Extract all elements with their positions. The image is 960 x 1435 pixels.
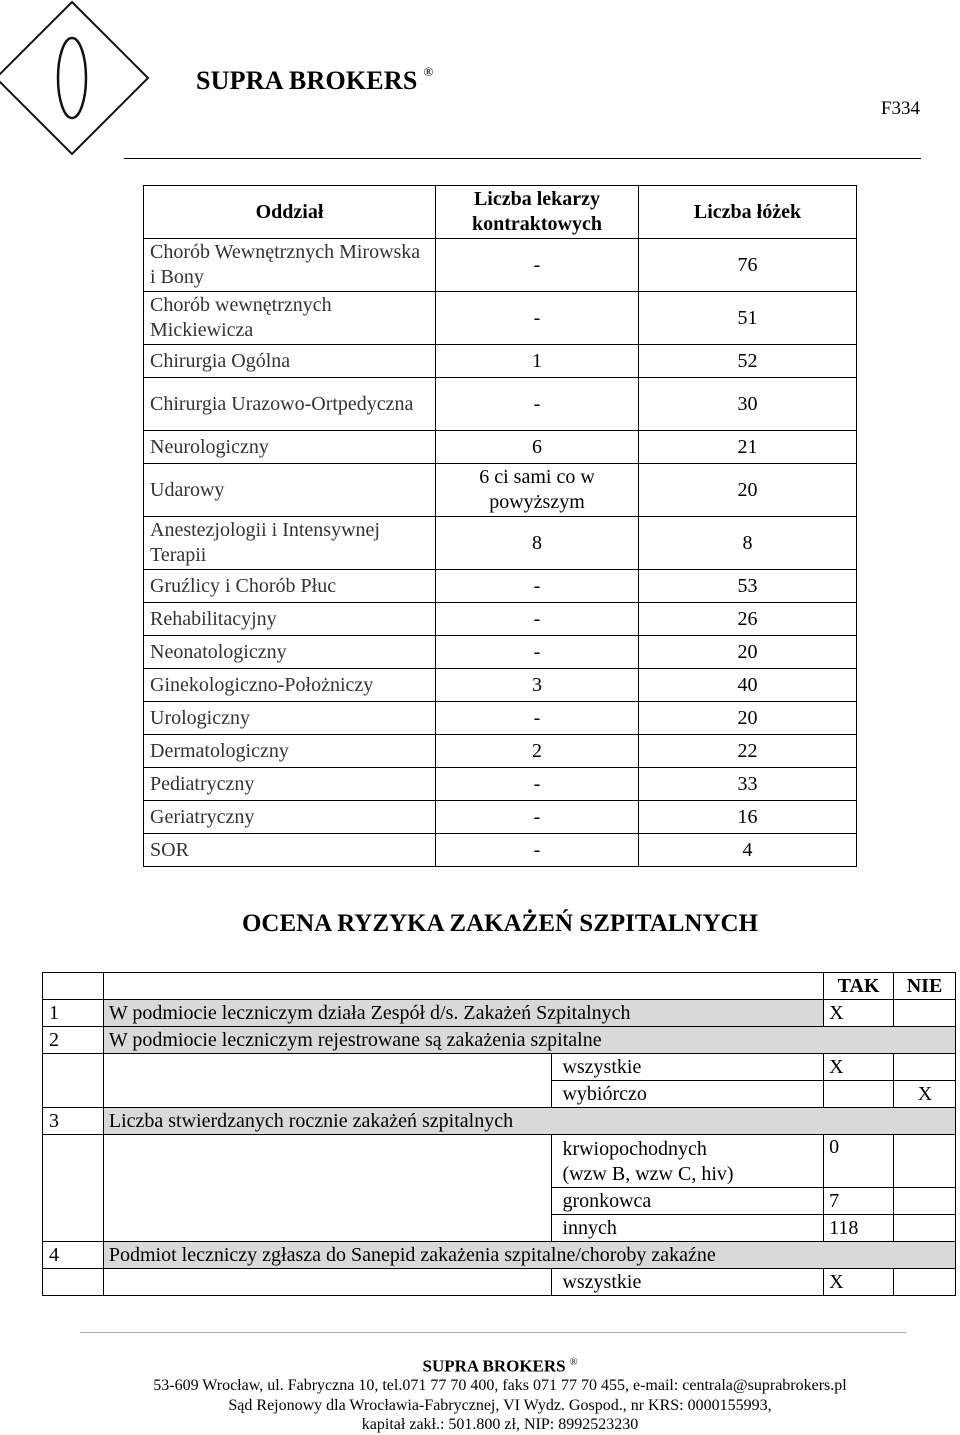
option-spacer [43, 1054, 104, 1108]
ward-row [144, 292, 857, 345]
col-header-doctors: Liczba lekarzy kontraktowych [436, 186, 639, 239]
wards-table [143, 185, 857, 867]
ward-doctors: - [436, 378, 639, 431]
ward-name: Ginekologiczno-Położniczy [144, 669, 436, 702]
answer-nie [894, 1135, 956, 1188]
risk-option-row [43, 1135, 956, 1188]
option-spacer [103, 1054, 552, 1108]
answer-tak: 7 [824, 1188, 894, 1215]
ward-beds: 20 [639, 702, 857, 735]
footer-registered-mark: ® [569, 1357, 578, 1368]
answer-nie [894, 1000, 956, 1027]
ward-doctors: - [436, 603, 639, 636]
ward-doctors: 3 [436, 669, 639, 702]
answer-tak [824, 1081, 894, 1108]
ward-beds: 16 [639, 801, 857, 834]
risk-question-3 [43, 1108, 956, 1135]
risk-question-1 [43, 1000, 956, 1027]
footer-divider [80, 1332, 906, 1333]
answer-tak: 118 [824, 1215, 894, 1242]
col-header-tak: TAK [824, 973, 894, 1000]
question-number: 2 [43, 1027, 104, 1054]
ward-name: Anestezjologii i Intensywnej Terapii [144, 517, 436, 570]
ward-doctors: - [436, 801, 639, 834]
ward-beds: 20 [639, 464, 857, 517]
footer-brand: SUPRA BROKERS ® [422, 1356, 578, 1376]
col-header-beds: Liczba łóżek [639, 186, 857, 239]
question-text: Liczba stwierdzanych rocznie zakażeń szpitalnych [103, 1108, 955, 1135]
ward-beds: 21 [639, 431, 857, 464]
ward-doctors: - [436, 702, 639, 735]
ward-doctors: 6 ci sami co w powyższym [436, 464, 639, 517]
ward-doctors: - [436, 834, 639, 867]
ward-row [144, 768, 857, 801]
company-logo [0, 0, 150, 160]
answer-tak: X [824, 1000, 894, 1027]
option-spacer [43, 1135, 104, 1242]
ward-name: Udarowy [144, 464, 436, 517]
answer-nie: X [894, 1081, 956, 1108]
wards-header-row [144, 186, 857, 239]
answer-nie [894, 1269, 956, 1296]
answer-nie [894, 1188, 956, 1215]
ward-name: Chorób Wewnętrznych Mirowska i Bony [144, 239, 436, 292]
option-spacer [103, 1269, 552, 1296]
footer-court: Sąd Rejonowy dla Wrocławia-Fabrycznej, VI Wydz. Gospod., nr KRS: 0000155993, [228, 1396, 772, 1414]
answer-tak: 0 [824, 1135, 894, 1188]
risk-option-row [43, 1269, 956, 1296]
ward-row [144, 669, 857, 702]
ward-name: Pediatryczny [144, 768, 436, 801]
question-text: W podmiocie leczniczym działa Zespół d/s. Zakażeń Szpitalnych [103, 1000, 823, 1027]
ward-beds: 4 [639, 834, 857, 867]
question-text: W podmiocie leczniczym rejestrowane są zakażenia szpitalne [103, 1027, 955, 1054]
ward-name: Neurologiczny [144, 431, 436, 464]
ward-name: Neonatologiczny [144, 636, 436, 669]
option-label: gronkowca [552, 1188, 824, 1215]
ward-doctors: 6 [436, 431, 639, 464]
ward-row [144, 431, 857, 464]
document-id: F334 [880, 98, 920, 119]
ward-row [144, 464, 857, 517]
ward-beds: 8 [639, 517, 857, 570]
ward-row [144, 239, 857, 292]
option-label: wszystkie [552, 1269, 824, 1296]
footer-capital: kapitał zakł.: 501.800 zł, NIP: 8992523230 [361, 1416, 639, 1434]
question-text: Podmiot leczniczy zgłasza do Sanepid zakażenia szpitalne/choroby zakaźne [103, 1242, 955, 1269]
option-label-line1: krwiopochodnych [562, 1138, 707, 1160]
ward-name: Dermatologiczny [144, 735, 436, 768]
ward-row [144, 378, 857, 431]
ward-row [144, 801, 857, 834]
ward-beds: 76 [639, 239, 857, 292]
ward-beds: 22 [639, 735, 857, 768]
ward-beds: 33 [639, 768, 857, 801]
ward-row [144, 702, 857, 735]
option-label: innych [552, 1215, 824, 1242]
ward-doctors: 8 [436, 517, 639, 570]
registered-mark: ® [423, 64, 434, 79]
question-number: 4 [43, 1242, 104, 1269]
ward-name: Geriatryczny [144, 801, 436, 834]
ward-beds: 26 [639, 603, 857, 636]
option-spacer [43, 1269, 104, 1296]
risk-header-row [43, 973, 956, 1000]
ward-row [144, 603, 857, 636]
ward-beds: 40 [639, 669, 857, 702]
wards-body [144, 239, 857, 867]
option-spacer [103, 1135, 552, 1242]
ward-doctors: - [436, 768, 639, 801]
option-label: wszystkie [552, 1054, 824, 1081]
ward-beds: 20 [639, 636, 857, 669]
ward-name: SOR [144, 834, 436, 867]
ward-doctors: - [436, 239, 639, 292]
risk-table [42, 972, 956, 1296]
footer [0, 1353, 960, 1435]
risk-header-empty-no [43, 973, 104, 1000]
ward-row [144, 735, 857, 768]
answer-tak: X [824, 1054, 894, 1081]
question-number: 3 [43, 1108, 104, 1135]
risk-question-4 [43, 1242, 956, 1269]
risk-header-empty-text [103, 973, 823, 1000]
col-header-nie: NIE [894, 973, 956, 1000]
ward-row [144, 834, 857, 867]
risk-option-row [43, 1054, 956, 1081]
section-title: OCENA RYZYKA ZAKAŻEŃ SZPITALNYCH [241, 910, 759, 937]
risk-question-2 [43, 1027, 956, 1054]
ward-name: Chirurgia Urazowo-Ortpedyczna [144, 378, 436, 431]
ward-name: Rehabilitacyjny [144, 603, 436, 636]
ward-doctors: 2 [436, 735, 639, 768]
ward-row [144, 636, 857, 669]
ward-beds: 51 [639, 292, 857, 345]
ward-doctors: - [436, 636, 639, 669]
ward-row [144, 570, 857, 603]
ward-doctors: 1 [436, 345, 639, 378]
ward-row [144, 345, 857, 378]
ward-name: Gruźlicy i Chorób Płuc [144, 570, 436, 603]
option-label [552, 1135, 824, 1188]
question-number: 1 [43, 1000, 104, 1027]
option-label-line2: (wzw B, wzw C, hiv) [562, 1163, 734, 1185]
brand-name: SUPRA BROKERS ® [196, 64, 434, 95]
answer-nie [894, 1215, 956, 1242]
ward-beds: 52 [639, 345, 857, 378]
option-label: wybiórczo [552, 1081, 824, 1108]
ward-name: Chirurgia Ogólna [144, 345, 436, 378]
col-header-ward: Oddział [144, 186, 436, 239]
footer-address: 53-609 Wrocław, ul. Fabryczna 10, tel.071 77 70 400, faks 071 77 70 455, e-mail: centrala@suprabrokers.pl [153, 1377, 847, 1395]
answer-tak: X [824, 1269, 894, 1296]
ward-name: Chorób wewnętrznych Mickiewicza [144, 292, 436, 345]
ward-row [144, 517, 857, 570]
ward-name: Urologiczny [144, 702, 436, 735]
ward-beds: 53 [639, 570, 857, 603]
ward-doctors: - [436, 570, 639, 603]
header-divider [124, 158, 921, 159]
answer-nie [894, 1054, 956, 1081]
ward-beds: 30 [639, 378, 857, 431]
ward-doctors: - [436, 292, 639, 345]
